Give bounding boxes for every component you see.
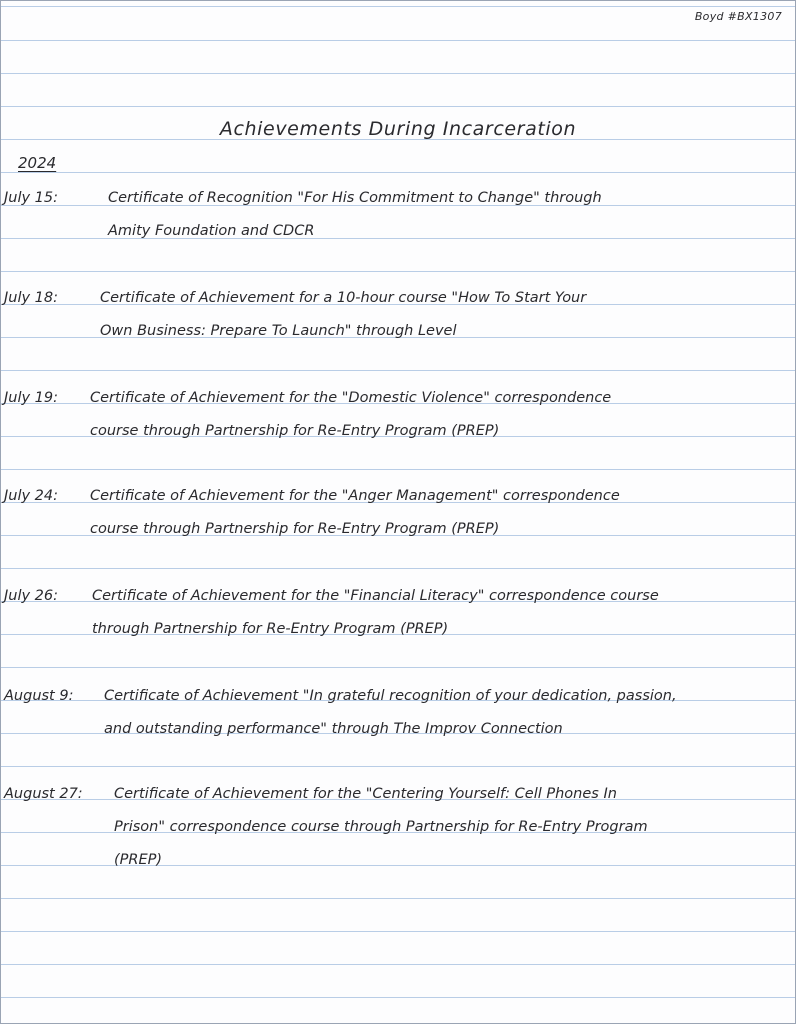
- achievement-entry-august-27: [4, 778, 784, 877]
- achievement-entry-july-26: [4, 580, 784, 646]
- entry-date: July 19:: [4, 390, 59, 406]
- entry-date: July 26:: [4, 588, 59, 604]
- entry-date: July 18:: [4, 290, 59, 306]
- entry-line: Certificate of Achievement for the "Financial Literacy" correspondence course: [92, 588, 659, 604]
- page-title: Achievements During Incarceration: [219, 118, 577, 140]
- entry-line: Own Business: Prepare To Launch" through Level: [100, 323, 457, 339]
- entry-date: July 24:: [4, 488, 59, 504]
- entry-line: Amity Foundation and CDCR: [108, 223, 315, 239]
- entry-line: course through Partnership for Re-Entry Program (PREP): [90, 521, 500, 537]
- entry-line: through Partnership for Re-Entry Program (PREP): [92, 621, 449, 637]
- achievement-entry-july-19: [4, 382, 784, 448]
- entry-line: Certificate of Achievement "In grateful recognition of your dedication, passion,: [104, 688, 677, 704]
- year-heading: 2024: [18, 154, 57, 172]
- achievement-entry-july-24: [4, 480, 784, 546]
- entry-line: (PREP): [114, 852, 163, 868]
- entry-date: July 15:: [4, 190, 59, 206]
- entry-line: Certificate of Recognition "For His Commitment to Change" through: [108, 190, 602, 206]
- entry-date: August 9:: [4, 688, 74, 704]
- achievement-entry-july-18: [4, 282, 784, 348]
- entry-line: Certificate of Achievement for the "Anger Management" correspondence: [90, 488, 620, 504]
- entry-line: Certificate of Achievement for the "Domestic Violence" correspondence: [90, 390, 612, 406]
- entry-line: Certificate of Achievement for the "Centering Yourself: Cell Phones In: [114, 786, 617, 802]
- entry-line: Certificate of Achievement for a 10-hour course "How To Start Your: [100, 290, 587, 306]
- entry-line: Prison" correspondence course through Partnership for Re-Entry Program: [114, 819, 648, 835]
- entry-date: August 27:: [4, 786, 83, 802]
- entry-line: and outstanding performance" through The Improv Connection: [104, 721, 563, 737]
- inmate-id-label: Boyd #BX1307: [694, 10, 782, 23]
- achievement-entry-july-15: [4, 182, 784, 248]
- entry-line: course through Partnership for Re-Entry Program (PREP): [90, 423, 500, 439]
- achievement-entry-august-9: [4, 680, 784, 746]
